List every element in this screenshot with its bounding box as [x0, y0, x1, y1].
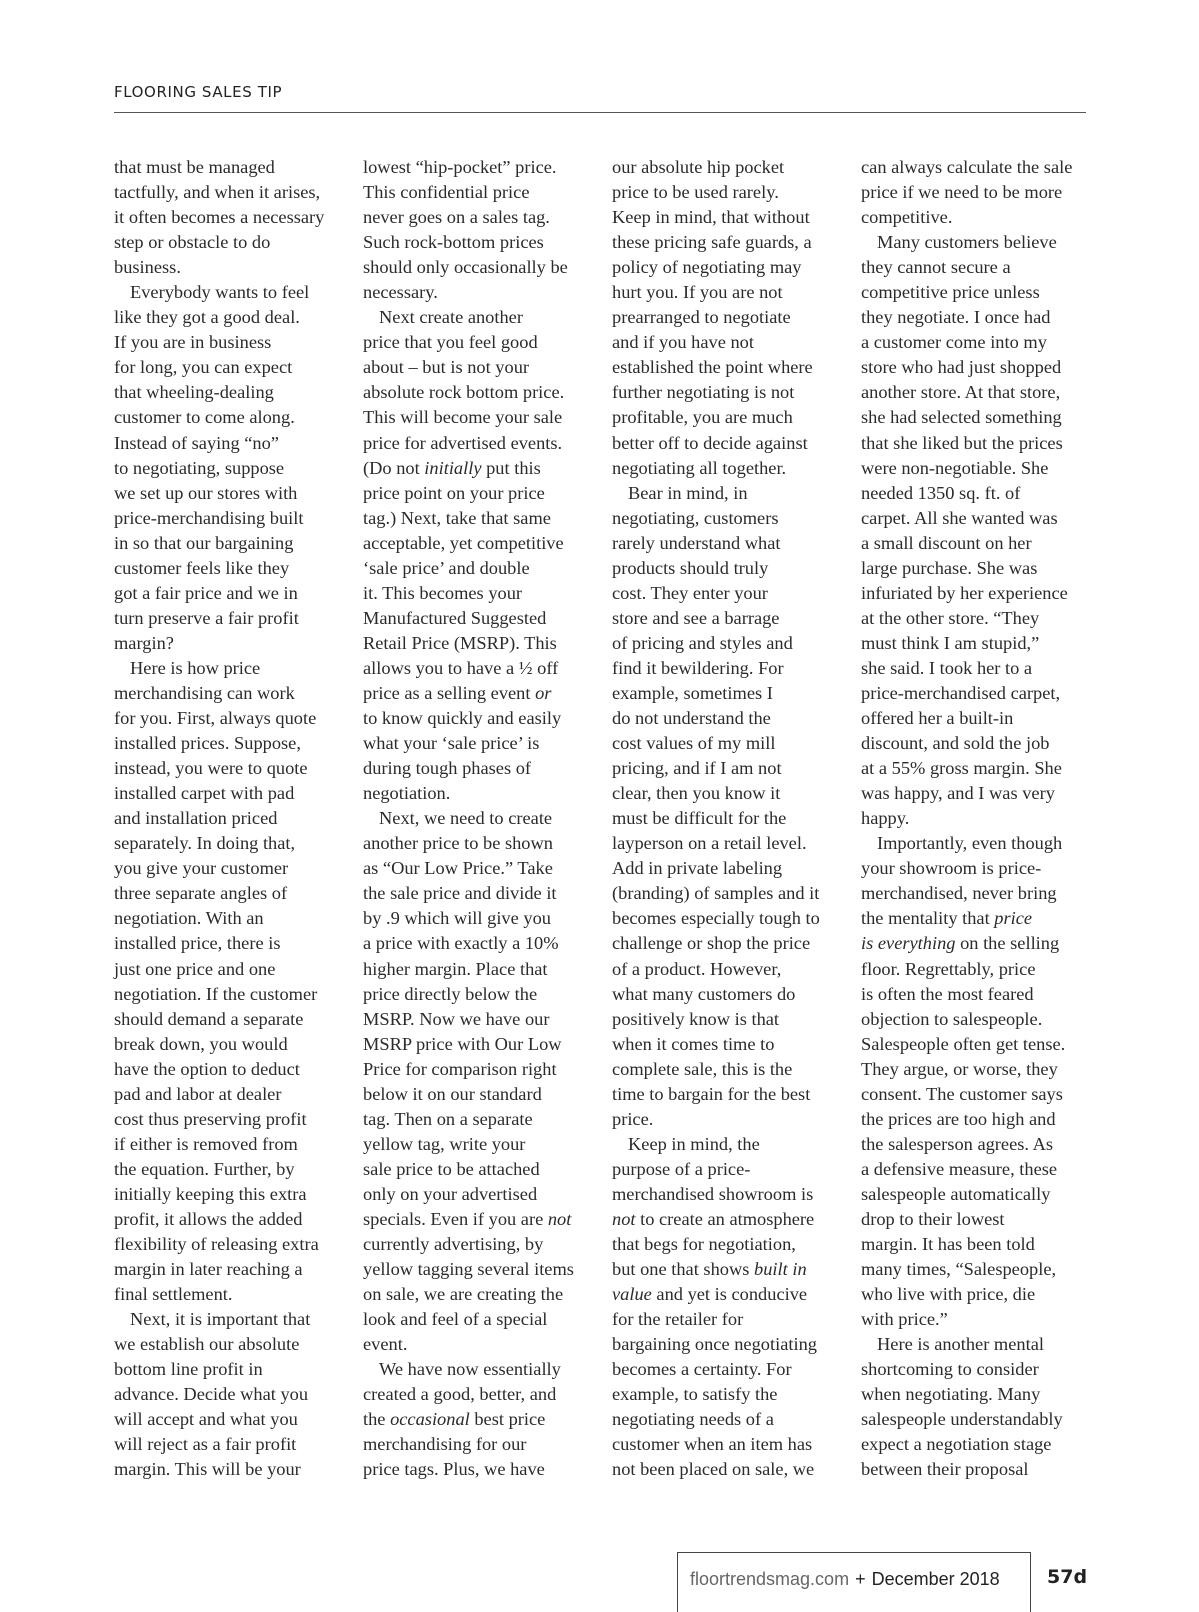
footer-separator: +	[855, 1569, 866, 1589]
text-line: rarely understand what	[612, 532, 781, 553]
text-column-2	[363, 155, 585, 1482]
text-line: sale price to be attached	[363, 1158, 540, 1179]
text-line: is often the most feared	[861, 983, 1034, 1004]
text-line: positively know is that	[612, 1008, 780, 1029]
text-line: yellow tagging several items	[363, 1259, 574, 1280]
text-line: price point on your price	[363, 482, 545, 503]
text-line: merchandising can work	[114, 682, 295, 703]
text-line: in so that our bargaining	[114, 532, 294, 553]
text-line: Here is how price	[130, 657, 261, 678]
text-line: must be difficult for the	[612, 808, 787, 829]
text-line: Such rock-bottom prices	[363, 232, 544, 253]
text-line: the salesperson agrees. As	[861, 1133, 1054, 1154]
text-line: price that you feel good	[363, 332, 538, 353]
text-line: products should truly	[612, 557, 769, 578]
text-line: flexibility of releasing extra	[114, 1234, 319, 1255]
text-line: consent. The customer says	[861, 1083, 1063, 1104]
text-line: discount, and sold the job	[861, 733, 1050, 754]
text-line: they negotiate. I once had	[861, 307, 1051, 328]
text-line: cost thus preserving profit	[114, 1108, 307, 1129]
text-line: with price.”	[861, 1309, 948, 1330]
text-line: who live with price, die	[861, 1284, 1036, 1305]
text-line: and if you have not	[612, 332, 754, 353]
text-line: installed price, there is	[114, 933, 281, 954]
text-line: the occasional best price	[363, 1409, 546, 1430]
text-line: must think I am stupid,”	[861, 632, 1040, 653]
text-line: installed carpet with pad	[114, 783, 295, 804]
text-line: Next create another	[379, 307, 523, 328]
text-line: a defensive measure, these	[861, 1158, 1058, 1179]
text-line: that must be managed	[114, 157, 275, 177]
text-line: store who had just shopped	[861, 357, 1062, 378]
text-line: example, to satisfy the	[612, 1384, 778, 1405]
text-line: tag.) Next, take that same	[363, 507, 551, 528]
text-line: pricing, and if I am not	[612, 758, 782, 779]
text-line: can always calculate the sale	[861, 157, 1073, 177]
text-line: will reject as a fair profit	[114, 1434, 297, 1455]
text-line: you give your customer	[114, 858, 289, 879]
text-line: customer to come along.	[114, 407, 295, 428]
text-line: negotiation. If the customer	[114, 983, 318, 1004]
text-line: a small discount on her	[861, 532, 1032, 553]
text-line: not been placed on sale, we	[612, 1459, 815, 1480]
text-line: price-merchandising built	[114, 507, 304, 528]
text-line: drop to their lowest	[861, 1208, 1005, 1229]
text-line: We have now essentially	[379, 1359, 561, 1380]
footer-box	[677, 1552, 1031, 1612]
text-line: should demand a separate	[114, 1008, 304, 1029]
text-line: created a good, better, and	[363, 1384, 557, 1405]
text-line: advance. Decide what you	[114, 1384, 309, 1405]
text-line: (branding) of samples and it	[612, 883, 820, 904]
text-line: Many customers believe	[877, 232, 1057, 253]
italic-text: value	[612, 1284, 652, 1305]
text-line: that begs for negotiation,	[612, 1234, 796, 1255]
text-line: turn preserve a fair profit	[114, 607, 299, 628]
text-line: value and yet is conducive	[612, 1284, 808, 1305]
text-line: what many customers do	[612, 983, 796, 1004]
text-line: negotiating, customers	[612, 507, 779, 528]
text-line: ‘sale price’ and double	[363, 557, 530, 578]
text-line: clear, then you know it	[612, 783, 781, 804]
text-line: between their proposal	[861, 1459, 1029, 1480]
text-line: example, sometimes I	[612, 682, 773, 703]
text-line: time to bargain for the best	[612, 1083, 811, 1104]
text-line: price for advertised events.	[363, 432, 563, 453]
text-line: not to create an atmosphere	[612, 1208, 815, 1229]
text-line: step or obstacle to do	[114, 232, 271, 253]
text-line: below it on our standard	[363, 1083, 542, 1104]
text-line: Retail Price (MSRP). This	[363, 632, 557, 653]
text-line: negotiating all together.	[612, 457, 787, 478]
text-line: Salespeople often get tense.	[861, 1033, 1066, 1054]
text-line: prearranged to negotiate	[612, 307, 791, 328]
text-line: price to be used rarely.	[612, 182, 779, 203]
text-line: event.	[363, 1334, 408, 1355]
text-line: tag. Then on a separate	[363, 1108, 533, 1129]
text-line: many times, “Salespeople,	[861, 1259, 1057, 1280]
text-line: MSRP. Now we have our	[363, 1008, 550, 1029]
text-line: like they got a good deal.	[114, 307, 300, 328]
text-line: competitive.	[861, 207, 953, 228]
text-line: They argue, or worse, they	[861, 1058, 1058, 1079]
text-line: merchandising for our	[363, 1434, 527, 1455]
text-line: price.	[612, 1108, 654, 1129]
text-line: competitive price unless	[861, 282, 1040, 303]
section-label: FLOORING SALES TIP	[114, 83, 283, 101]
text-line: Keep in mind, that without	[612, 207, 810, 228]
footer-publication	[690, 1569, 1000, 1590]
text-line: only on your advertised	[363, 1183, 538, 1204]
text-line: Instead of saying “no”	[114, 432, 279, 453]
text-line: further negotiating is not	[612, 382, 795, 403]
text-line: price as a selling event or	[363, 682, 552, 703]
text-line: for you. First, always quote	[114, 708, 317, 729]
text-line: merchandised showroom is	[612, 1183, 814, 1204]
text-line: for long, you can expect	[114, 357, 293, 378]
text-line: were non-negotiable. She	[861, 457, 1049, 478]
text-line: acceptable, yet competitive	[363, 532, 564, 553]
text-line: yellow tag, write your	[363, 1133, 526, 1154]
text-line: to know quickly and easily	[363, 708, 562, 729]
text-line: about – but is not your	[363, 357, 530, 378]
italic-text: or	[535, 682, 552, 703]
text-line: profit, it allows the added	[114, 1208, 303, 1229]
text-line: lowest “hip-pocket” price.	[363, 157, 557, 177]
text-line: salespeople automatically	[861, 1183, 1051, 1204]
text-line: cost values of my mill	[612, 733, 776, 754]
text-line: absolute rock bottom price.	[363, 382, 565, 403]
text-line: initially keeping this extra	[114, 1183, 307, 1204]
text-line: Here is another mental	[877, 1334, 1044, 1355]
text-line: becomes especially tough to	[612, 908, 820, 929]
text-line: pad and labor at dealer	[114, 1083, 282, 1104]
text-line: MSRP price with Our Low	[363, 1033, 562, 1054]
text-line: customer feels like they	[114, 557, 290, 578]
text-line: merchandised, never bring	[861, 883, 1057, 904]
text-line: they cannot secure a	[861, 257, 1011, 278]
text-line: infuriated by her experience	[861, 582, 1068, 603]
text-line: when negotiating. Many	[861, 1384, 1041, 1405]
text-line: challenge or shop the price	[612, 933, 811, 954]
italic-text: initially	[424, 457, 482, 478]
text-line: another store. At that store,	[861, 382, 1061, 403]
text-line: final settlement.	[114, 1284, 233, 1305]
text-line: bottom line profit in	[114, 1359, 263, 1380]
text-line: negotiation.	[363, 783, 451, 804]
text-line: business.	[114, 257, 181, 278]
text-line: our absolute hip pocket	[612, 157, 785, 177]
text-line: (Do not initially put this	[363, 457, 541, 478]
text-line: installed prices. Suppose,	[114, 733, 301, 754]
text-line: the sale price and divide it	[363, 883, 557, 904]
text-line: find it bewildering. For	[612, 657, 784, 678]
text-line: we set up our stores with	[114, 482, 298, 503]
text-line: these pricing safe guards, a	[612, 232, 812, 253]
text-line: Keep in mind, the	[628, 1133, 760, 1154]
text-line: complete sale, this is the	[612, 1058, 793, 1079]
text-line: she said. I took her to a	[861, 657, 1033, 678]
text-line: if either is removed from	[114, 1133, 298, 1154]
text-line: offered her a built-in	[861, 708, 1014, 729]
text-line: never goes on a sales tag.	[363, 207, 550, 228]
text-line: is everything on the selling	[861, 933, 1060, 954]
text-line: hurt you. If you are not	[612, 282, 783, 303]
text-line: purpose of a price-	[612, 1158, 751, 1179]
text-line: three separate angles of	[114, 883, 288, 904]
text-line: Manufactured Suggested	[363, 607, 547, 628]
text-line: the prices are too high and	[861, 1108, 1056, 1129]
text-line: do not understand the	[612, 708, 771, 729]
text-line: Importantly, even though	[877, 833, 1063, 854]
text-line: becomes a certainty. For	[612, 1359, 792, 1380]
text-line: negotiation. With an	[114, 908, 264, 929]
text-line: the equation. Further, by	[114, 1158, 295, 1179]
text-line: layperson on a retail level.	[612, 833, 807, 854]
text-line: break down, you would	[114, 1033, 288, 1054]
text-line: This will become your sale	[363, 407, 563, 428]
text-line: If you are in business	[114, 332, 272, 353]
page-footer	[677, 1552, 1087, 1612]
text-line: another price to be shown	[363, 833, 553, 854]
text-line: a customer come into my	[861, 332, 1047, 353]
text-line: Price for comparison right	[363, 1058, 557, 1079]
text-line: salespeople understandably	[861, 1409, 1063, 1430]
text-line: for the retailer for	[612, 1309, 744, 1330]
text-column-1	[114, 155, 336, 1482]
text-line: price if we need to be more	[861, 182, 1063, 203]
text-line: Everybody wants to feel	[130, 282, 310, 303]
text-line: price directly below the	[363, 983, 538, 1004]
text-line: during tough phases of	[363, 758, 532, 779]
text-line: negotiating needs of a	[612, 1409, 774, 1430]
text-line: it often becomes a necessary	[114, 207, 325, 228]
text-line: Next, we need to create	[379, 808, 553, 829]
text-line: will accept and what you	[114, 1409, 298, 1430]
text-line: needed 1350 sq. ft. of	[861, 482, 1021, 503]
text-line: but one that shows built in	[612, 1259, 807, 1280]
text-line: necessary.	[363, 282, 438, 303]
text-line: by .9 which will give you	[363, 908, 551, 929]
text-line: margin?	[114, 632, 174, 653]
text-line: was happy, and I was very	[861, 783, 1055, 804]
section-header	[114, 80, 1086, 113]
text-line: better off to decide against	[612, 432, 808, 453]
text-line: store and see a barrage	[612, 607, 780, 628]
text-line: we establish our absolute	[114, 1334, 300, 1355]
italic-text: built in	[754, 1259, 807, 1280]
text-line: got a fair price and we in	[114, 582, 298, 603]
text-line: floor. Regrettably, price	[861, 958, 1036, 979]
italic-text: occasional	[390, 1409, 470, 1430]
text-line: bargaining once negotiating	[612, 1334, 817, 1355]
text-line: should only occasionally be	[363, 257, 568, 278]
text-line: just one price and one	[114, 958, 276, 979]
text-line: of a product. However,	[612, 958, 782, 979]
text-line: as “Our Low Price.” Take	[363, 858, 553, 879]
article-body	[114, 155, 1086, 1485]
text-line: cost. They enter your	[612, 582, 768, 603]
footer-site: floortrendsmag.com	[690, 1569, 850, 1589]
text-line: at a 55% gross margin. She	[861, 758, 1062, 779]
text-line: Bear in mind, in	[628, 482, 748, 503]
text-line: objection to salespeople.	[861, 1008, 1043, 1029]
text-line: expect a negotiation stage	[861, 1434, 1052, 1455]
text-line: she had selected something	[861, 407, 1062, 428]
text-line: a price with exactly a 10%	[363, 933, 559, 954]
footer-issue: December 2018	[871, 1569, 1000, 1589]
text-line: and installation priced	[114, 808, 278, 829]
text-line: at the other store. “They	[861, 607, 1040, 628]
text-line: tactfully, and when it arises,	[114, 182, 321, 203]
page-number: 57d	[1047, 1566, 1088, 1588]
text-line: what your ‘sale price’ is	[363, 733, 540, 754]
text-line: when it comes time to	[612, 1033, 775, 1054]
text-line: established the point where	[612, 357, 813, 378]
text-line: policy of negotiating may	[612, 257, 802, 278]
text-line: currently advertising, by	[363, 1234, 544, 1255]
text-line: margin in later reaching a	[114, 1259, 303, 1280]
text-line: on sale, we are creating the	[363, 1284, 564, 1305]
text-line: the mentality that price	[861, 908, 1033, 929]
text-line: it. This becomes your	[363, 582, 523, 603]
text-line: separately. In doing that,	[114, 833, 296, 854]
italic-text: is everything	[861, 933, 956, 954]
text-line: margin. This will be your	[114, 1459, 301, 1480]
italic-text: price	[994, 908, 1033, 929]
text-line: higher margin. Place that	[363, 958, 548, 979]
text-line: carpet. All she wanted was	[861, 507, 1058, 528]
text-line: of pricing and styles and	[612, 632, 793, 653]
text-line: that wheeling-dealing	[114, 382, 274, 403]
text-line: to negotiating, suppose	[114, 457, 285, 478]
text-line: large purchase. She was	[861, 557, 1038, 578]
text-line: happy.	[861, 808, 910, 829]
text-line: look and feel of a special	[363, 1309, 548, 1330]
text-line: Next, it is important that	[130, 1309, 311, 1330]
text-line: customer when an item has	[612, 1434, 813, 1455]
text-line: This confidential price	[363, 182, 530, 203]
text-column-3	[612, 155, 834, 1482]
text-line: instead, you were to quote	[114, 758, 308, 779]
text-line: shortcoming to consider	[861, 1359, 1039, 1380]
text-line: specials. Even if you are not	[363, 1208, 572, 1229]
text-line: have the option to deduct	[114, 1058, 300, 1079]
text-line: allows you to have a ½ off	[363, 657, 559, 678]
text-line: price-merchandised carpet,	[861, 682, 1061, 703]
italic-text: not	[612, 1208, 636, 1229]
text-line: that she liked but the prices	[861, 432, 1063, 453]
text-line: your showroom is price-	[861, 858, 1042, 879]
text-line: Add in private labeling	[612, 858, 783, 879]
text-line: margin. It has been told	[861, 1234, 1035, 1255]
text-line: profitable, you are much	[612, 407, 793, 428]
text-column-4	[861, 155, 1083, 1482]
text-line: price tags. Plus, we have	[363, 1459, 545, 1480]
italic-text: not	[547, 1208, 572, 1229]
